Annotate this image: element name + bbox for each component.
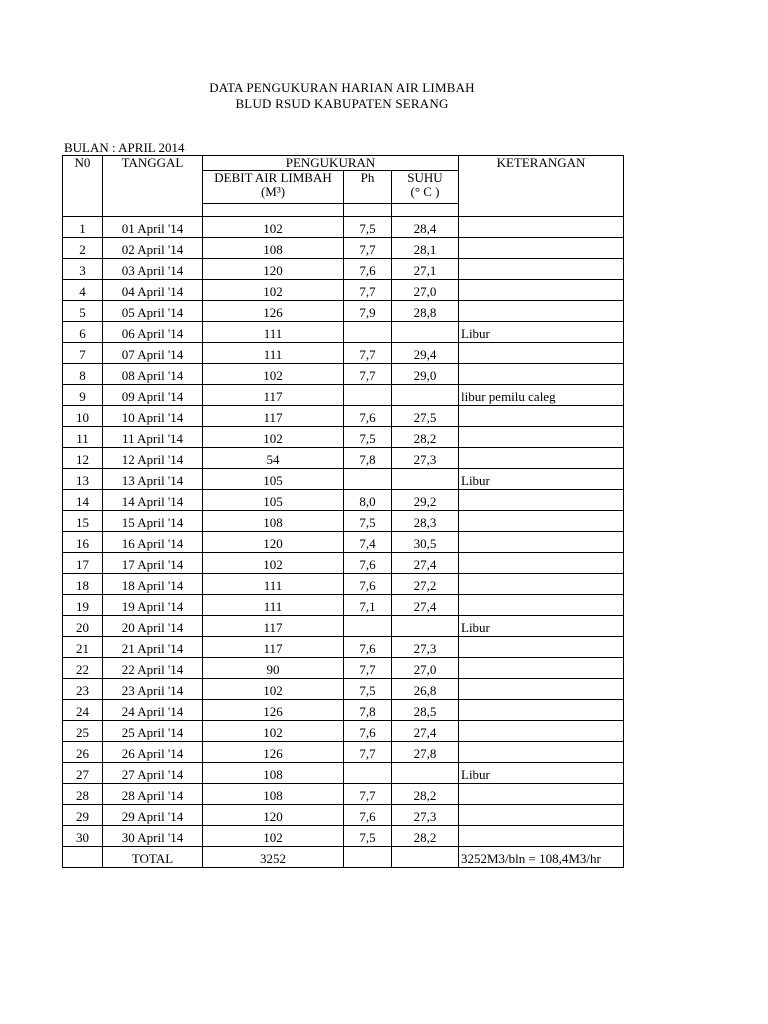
cell-keterangan: Libur bbox=[459, 322, 624, 343]
cell-suhu: 28,8 bbox=[392, 301, 459, 322]
cell-suhu: 27,4 bbox=[392, 595, 459, 616]
cell-keterangan bbox=[459, 217, 624, 238]
table-row bbox=[63, 574, 624, 595]
cell-keterangan bbox=[459, 679, 624, 700]
cell-debit: 117 bbox=[203, 385, 344, 406]
table-row bbox=[63, 469, 624, 490]
cell-suhu: 27,4 bbox=[392, 721, 459, 742]
cell-ph: 8,0 bbox=[344, 490, 392, 511]
table-row bbox=[63, 343, 624, 364]
cell-ph: 7,5 bbox=[344, 427, 392, 448]
cell-no: 12 bbox=[63, 448, 103, 469]
total-debit: 3252 bbox=[203, 847, 344, 868]
cell-keterangan bbox=[459, 280, 624, 301]
table-row bbox=[63, 511, 624, 532]
cell-no: 13 bbox=[63, 469, 103, 490]
cell-keterangan bbox=[459, 301, 624, 322]
cell-tanggal: 17 April '14 bbox=[103, 553, 203, 574]
header-gap-cell bbox=[203, 204, 344, 217]
cell-tanggal: 19 April '14 bbox=[103, 595, 203, 616]
cell-suhu: 27,1 bbox=[392, 259, 459, 280]
cell-no: 7 bbox=[63, 343, 103, 364]
cell-tanggal: 23 April '14 bbox=[103, 679, 203, 700]
cell-tanggal: 18 April '14 bbox=[103, 574, 203, 595]
cell-suhu: 27,8 bbox=[392, 742, 459, 763]
cell-keterangan: Libur bbox=[459, 469, 624, 490]
table-row bbox=[63, 763, 624, 784]
cell-ph: 7,7 bbox=[344, 280, 392, 301]
document-title: DATA PENGUKURAN HARIAN AIR LIMBAH bbox=[209, 80, 475, 95]
cell-no: 3 bbox=[63, 259, 103, 280]
cell-tanggal: 13 April '14 bbox=[103, 469, 203, 490]
table-row bbox=[63, 301, 624, 322]
cell-suhu: 29,4 bbox=[392, 343, 459, 364]
cell-tanggal: 09 April '14 bbox=[103, 385, 203, 406]
cell-ph: 7,5 bbox=[344, 217, 392, 238]
cell-tanggal: 11 April '14 bbox=[103, 427, 203, 448]
document-subtitle: BLUD RSUD KABUPATEN SERANG bbox=[235, 96, 449, 111]
cell-keterangan bbox=[459, 742, 624, 763]
cell-tanggal: 01 April '14 bbox=[103, 217, 203, 238]
cell-no: 11 bbox=[63, 427, 103, 448]
cell-suhu: 28,3 bbox=[392, 511, 459, 532]
cell-tanggal: 16 April '14 bbox=[103, 532, 203, 553]
cell-debit: 117 bbox=[203, 616, 344, 637]
cell-tanggal: 12 April '14 bbox=[103, 448, 203, 469]
table-row bbox=[63, 826, 624, 847]
cell-suhu: 27,5 bbox=[392, 406, 459, 427]
cell-debit: 102 bbox=[203, 826, 344, 847]
total-keterangan: 3252M3/bln = 108,4M3/hr bbox=[459, 847, 624, 868]
cell-keterangan bbox=[459, 427, 624, 448]
table-row bbox=[63, 322, 624, 343]
cell-ph bbox=[344, 763, 392, 784]
cell-keterangan bbox=[459, 721, 624, 742]
cell-no: 21 bbox=[63, 637, 103, 658]
header-debit-label: DEBIT AIR LIMBAH bbox=[214, 170, 332, 185]
cell-debit: 111 bbox=[203, 343, 344, 364]
table-row bbox=[63, 595, 624, 616]
cell-tanggal: 22 April '14 bbox=[103, 658, 203, 679]
table-row bbox=[63, 385, 624, 406]
cell-debit: 111 bbox=[203, 574, 344, 595]
cell-no: 27 bbox=[63, 763, 103, 784]
cell-suhu: 28,2 bbox=[392, 784, 459, 805]
cell-suhu: 27,3 bbox=[392, 637, 459, 658]
cell-ph: 7,7 bbox=[344, 658, 392, 679]
cell-tanggal: 03 April '14 bbox=[103, 259, 203, 280]
cell-no: 4 bbox=[63, 280, 103, 301]
total-ph-cell bbox=[344, 847, 392, 868]
table-row bbox=[63, 364, 624, 385]
cell-suhu: 27,0 bbox=[392, 658, 459, 679]
table-row bbox=[63, 784, 624, 805]
cell-tanggal: 25 April '14 bbox=[103, 721, 203, 742]
cell-tanggal: 07 April '14 bbox=[103, 343, 203, 364]
cell-tanggal: 21 April '14 bbox=[103, 637, 203, 658]
cell-keterangan bbox=[459, 574, 624, 595]
cell-tanggal: 02 April '14 bbox=[103, 238, 203, 259]
total-suhu-cell bbox=[392, 847, 459, 868]
cell-no: 6 bbox=[63, 322, 103, 343]
cell-tanggal: 28 April '14 bbox=[103, 784, 203, 805]
table-row bbox=[63, 406, 624, 427]
cell-debit: 102 bbox=[203, 280, 344, 301]
header-gap-cell bbox=[392, 204, 459, 217]
cell-suhu bbox=[392, 763, 459, 784]
cell-debit: 111 bbox=[203, 322, 344, 343]
cell-tanggal: 24 April '14 bbox=[103, 700, 203, 721]
cell-ph: 7,6 bbox=[344, 259, 392, 280]
measurement-table bbox=[62, 155, 624, 868]
cell-ph: 7,6 bbox=[344, 406, 392, 427]
header-tanggal: TANGGAL bbox=[103, 156, 203, 217]
table-row bbox=[63, 259, 624, 280]
cell-suhu: 28,2 bbox=[392, 826, 459, 847]
cell-keterangan bbox=[459, 595, 624, 616]
cell-debit: 126 bbox=[203, 700, 344, 721]
cell-suhu bbox=[392, 322, 459, 343]
cell-no: 28 bbox=[63, 784, 103, 805]
cell-tanggal: 05 April '14 bbox=[103, 301, 203, 322]
cell-ph bbox=[344, 385, 392, 406]
cell-debit: 54 bbox=[203, 448, 344, 469]
cell-ph: 7,9 bbox=[344, 301, 392, 322]
cell-no: 24 bbox=[63, 700, 103, 721]
total-no-cell bbox=[63, 847, 103, 868]
cell-ph: 7,7 bbox=[344, 364, 392, 385]
cell-ph: 7,1 bbox=[344, 595, 392, 616]
cell-no: 17 bbox=[63, 553, 103, 574]
cell-debit: 102 bbox=[203, 679, 344, 700]
cell-no: 5 bbox=[63, 301, 103, 322]
cell-keterangan bbox=[459, 805, 624, 826]
cell-suhu: 27,2 bbox=[392, 574, 459, 595]
table-body bbox=[63, 217, 624, 847]
cell-ph: 7,7 bbox=[344, 784, 392, 805]
cell-tanggal: 27 April '14 bbox=[103, 763, 203, 784]
cell-debit: 120 bbox=[203, 532, 344, 553]
cell-tanggal: 29 April '14 bbox=[103, 805, 203, 826]
cell-debit: 120 bbox=[203, 805, 344, 826]
cell-suhu: 27,3 bbox=[392, 448, 459, 469]
cell-ph: 7,6 bbox=[344, 553, 392, 574]
cell-keterangan bbox=[459, 658, 624, 679]
table-row bbox=[63, 679, 624, 700]
cell-debit: 120 bbox=[203, 259, 344, 280]
header-no: N0 bbox=[63, 156, 103, 217]
month-label: BULAN : APRIL 2014 bbox=[64, 140, 185, 155]
cell-suhu: 27,4 bbox=[392, 553, 459, 574]
cell-no: 14 bbox=[63, 490, 103, 511]
cell-keterangan bbox=[459, 490, 624, 511]
cell-no: 26 bbox=[63, 742, 103, 763]
header-suhu bbox=[392, 171, 459, 204]
cell-debit: 105 bbox=[203, 490, 344, 511]
cell-tanggal: 08 April '14 bbox=[103, 364, 203, 385]
cell-ph: 7,4 bbox=[344, 532, 392, 553]
cell-keterangan bbox=[459, 364, 624, 385]
header-debit bbox=[203, 171, 344, 204]
cell-ph: 7,7 bbox=[344, 238, 392, 259]
cell-suhu: 28,2 bbox=[392, 427, 459, 448]
cell-keterangan bbox=[459, 448, 624, 469]
cell-tanggal: 26 April '14 bbox=[103, 742, 203, 763]
cell-no: 23 bbox=[63, 679, 103, 700]
cell-suhu: 27,0 bbox=[392, 280, 459, 301]
cell-tanggal: 10 April '14 bbox=[103, 406, 203, 427]
cell-suhu: 28,5 bbox=[392, 700, 459, 721]
cell-debit: 126 bbox=[203, 301, 344, 322]
cell-no: 9 bbox=[63, 385, 103, 406]
cell-no: 2 bbox=[63, 238, 103, 259]
cell-ph: 7,5 bbox=[344, 511, 392, 532]
cell-debit: 108 bbox=[203, 763, 344, 784]
table-row bbox=[63, 427, 624, 448]
cell-keterangan bbox=[459, 826, 624, 847]
cell-ph bbox=[344, 322, 392, 343]
cell-suhu: 29,0 bbox=[392, 364, 459, 385]
table-row bbox=[63, 658, 624, 679]
cell-debit: 102 bbox=[203, 427, 344, 448]
cell-debit: 102 bbox=[203, 553, 344, 574]
cell-ph: 7,6 bbox=[344, 721, 392, 742]
cell-no: 8 bbox=[63, 364, 103, 385]
cell-suhu: 28,1 bbox=[392, 238, 459, 259]
cell-ph: 7,8 bbox=[344, 700, 392, 721]
cell-suhu: 27,3 bbox=[392, 805, 459, 826]
cell-debit: 102 bbox=[203, 721, 344, 742]
cell-ph: 7,7 bbox=[344, 742, 392, 763]
cell-ph bbox=[344, 616, 392, 637]
table-row bbox=[63, 637, 624, 658]
table-row bbox=[63, 490, 624, 511]
header-debit-unit: (M³) bbox=[260, 184, 286, 199]
cell-ph: 7,5 bbox=[344, 826, 392, 847]
cell-suhu: 28,4 bbox=[392, 217, 459, 238]
cell-debit: 117 bbox=[203, 637, 344, 658]
header-ph: Ph bbox=[344, 171, 392, 204]
table-row bbox=[63, 742, 624, 763]
cell-debit: 90 bbox=[203, 658, 344, 679]
header-suhu-unit: (° C ) bbox=[410, 184, 440, 199]
table-row bbox=[63, 805, 624, 826]
cell-suhu bbox=[392, 616, 459, 637]
cell-tanggal: 15 April '14 bbox=[103, 511, 203, 532]
cell-keterangan bbox=[459, 343, 624, 364]
table-row bbox=[63, 217, 624, 238]
cell-no: 22 bbox=[63, 658, 103, 679]
cell-debit: 108 bbox=[203, 784, 344, 805]
cell-tanggal: 04 April '14 bbox=[103, 280, 203, 301]
cell-debit: 117 bbox=[203, 406, 344, 427]
cell-tanggal: 06 April '14 bbox=[103, 322, 203, 343]
cell-keterangan: Libur bbox=[459, 763, 624, 784]
cell-keterangan bbox=[459, 784, 624, 805]
cell-keterangan bbox=[459, 637, 624, 658]
cell-no: 20 bbox=[63, 616, 103, 637]
cell-suhu: 30,5 bbox=[392, 532, 459, 553]
cell-keterangan: Libur bbox=[459, 616, 624, 637]
table-row bbox=[63, 532, 624, 553]
cell-keterangan: libur pemilu caleg bbox=[459, 385, 624, 406]
cell-keterangan bbox=[459, 532, 624, 553]
cell-debit: 102 bbox=[203, 364, 344, 385]
table-row bbox=[63, 238, 624, 259]
table-row bbox=[63, 721, 624, 742]
cell-ph bbox=[344, 469, 392, 490]
cell-ph: 7,6 bbox=[344, 637, 392, 658]
cell-keterangan bbox=[459, 511, 624, 532]
cell-no: 29 bbox=[63, 805, 103, 826]
cell-no: 18 bbox=[63, 574, 103, 595]
cell-debit: 108 bbox=[203, 511, 344, 532]
cell-tanggal: 30 April '14 bbox=[103, 826, 203, 847]
cell-ph: 7,5 bbox=[344, 679, 392, 700]
cell-no: 15 bbox=[63, 511, 103, 532]
cell-no: 16 bbox=[63, 532, 103, 553]
cell-tanggal: 14 April '14 bbox=[103, 490, 203, 511]
cell-keterangan bbox=[459, 406, 624, 427]
cell-keterangan bbox=[459, 553, 624, 574]
cell-no: 30 bbox=[63, 826, 103, 847]
header-pengukuran: PENGUKURAN bbox=[203, 156, 459, 171]
cell-no: 1 bbox=[63, 217, 103, 238]
header-keterangan: KETERANGAN bbox=[459, 156, 624, 217]
cell-debit: 102 bbox=[203, 217, 344, 238]
cell-no: 10 bbox=[63, 406, 103, 427]
cell-ph: 7,8 bbox=[344, 448, 392, 469]
cell-suhu bbox=[392, 469, 459, 490]
cell-no: 25 bbox=[63, 721, 103, 742]
cell-keterangan bbox=[459, 238, 624, 259]
cell-suhu: 29,2 bbox=[392, 490, 459, 511]
cell-debit: 126 bbox=[203, 742, 344, 763]
cell-tanggal: 20 April '14 bbox=[103, 616, 203, 637]
cell-ph: 7,6 bbox=[344, 574, 392, 595]
cell-ph: 7,7 bbox=[344, 343, 392, 364]
cell-suhu bbox=[392, 385, 459, 406]
cell-debit: 111 bbox=[203, 595, 344, 616]
cell-debit: 108 bbox=[203, 238, 344, 259]
table-row bbox=[63, 616, 624, 637]
cell-suhu: 26,8 bbox=[392, 679, 459, 700]
table-row bbox=[63, 448, 624, 469]
cell-keterangan bbox=[459, 259, 624, 280]
table-row bbox=[63, 280, 624, 301]
cell-debit: 105 bbox=[203, 469, 344, 490]
header-gap-cell bbox=[344, 204, 392, 217]
cell-keterangan bbox=[459, 700, 624, 721]
total-label: TOTAL bbox=[103, 847, 203, 868]
cell-ph: 7,6 bbox=[344, 805, 392, 826]
table-row bbox=[63, 553, 624, 574]
header-suhu-label: SUHU bbox=[407, 170, 443, 185]
table-row bbox=[63, 700, 624, 721]
cell-no: 19 bbox=[63, 595, 103, 616]
